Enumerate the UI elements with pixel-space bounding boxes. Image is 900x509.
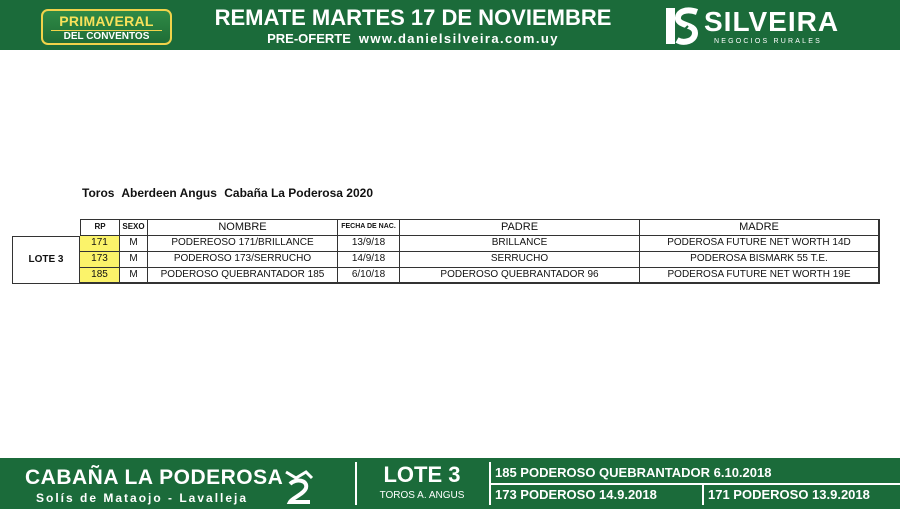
footer-animal-171: 171 PODEROSO 13.9.2018 [708,487,870,502]
footer-banner [0,458,900,509]
row-1-nombre: PODEREOSO 171/BRILLANCE [148,236,338,252]
row-2-padre: SERRUCHO [400,252,640,268]
row-3-madre: PODEROSA FUTURE NET WORTH 19E [640,268,880,284]
footer-animal-185: 185 PODEROSO QUEBRANTADOR 6.10.2018 [495,465,772,480]
badge-bottom-text: DEL CONVENTOS [51,30,162,43]
preoffer-label: PRE-OFERTE [267,31,351,46]
row-1-madre: PODEROSA FUTURE NET WORTH 14D [640,236,880,252]
website-link[interactable]: www.danielsilveira.com.uy [358,31,559,46]
cabana-name: CABAÑA LA PODEROSA [25,466,284,489]
badge-top-text: PRIMAVERAL [59,13,154,29]
row-3-nombre: PODEROSO QUEBRANTADOR 185 [148,268,338,284]
row-1-rp: 171 [80,236,120,252]
header-sexo: SEXO [120,219,148,236]
poderosa-brand-mark-icon [282,464,316,504]
row-2-rp: 173 [80,252,120,268]
lot-table [12,219,880,284]
footer-animal-173: 173 PODEROSO 14.9.2018 [495,487,657,502]
logo-tagline: NEGOCIOS RURALES [714,38,822,45]
row-3-rp: 185 [80,268,120,284]
header-fecha: FECHA DE NAC. [338,219,400,236]
row-2-sexo: M [120,252,148,268]
row-3-sexo: M [120,268,148,284]
primaveral-badge [41,9,172,45]
row-1-fecha: 13/9/18 [338,236,400,252]
footer-lot-number: LOTE 3 [383,462,461,487]
silveira-s-logo-icon [664,6,700,46]
footer-divider-3 [702,485,704,505]
header-banner [0,0,900,50]
footer-lot-breed: TOROS A. ANGUS [379,490,465,501]
row-1-sexo: M [120,236,148,252]
header-padre: PADRE [400,219,640,236]
row-1-padre: BRILLANCE [400,236,640,252]
auction-subtitle [213,31,613,46]
title-word-1: Toros [82,186,115,200]
row-3-padre: PODEROSO QUEBRANTADOR 96 [400,268,640,284]
auction-title: REMATE MARTES 17 DE NOVIEMBRE [214,5,612,30]
row-2-fecha: 14/9/18 [338,252,400,268]
table-title [82,186,377,200]
row-2-madre: PODEROSA BISMARK 55 T.E. [640,252,880,268]
header-madre: MADRE [640,219,880,236]
logo-name: SILVEIRA [704,6,840,37]
row-3-fecha: 6/10/18 [338,268,400,284]
title-word-3: Cabaña La Poderosa 2020 [224,186,373,200]
lot-group-label: LOTE 3 [12,236,80,284]
cabana-location: Solís de Mataojo - Lavalleja [36,491,249,505]
title-word-2: Aberdeen Angus [121,186,217,200]
footer-horizontal-divider [491,483,900,485]
row-2-nombre: PODEROSO 173/SERRUCHO [148,252,338,268]
header-rp: RP [80,219,120,236]
header-nombre: NOMBRE [148,219,338,236]
